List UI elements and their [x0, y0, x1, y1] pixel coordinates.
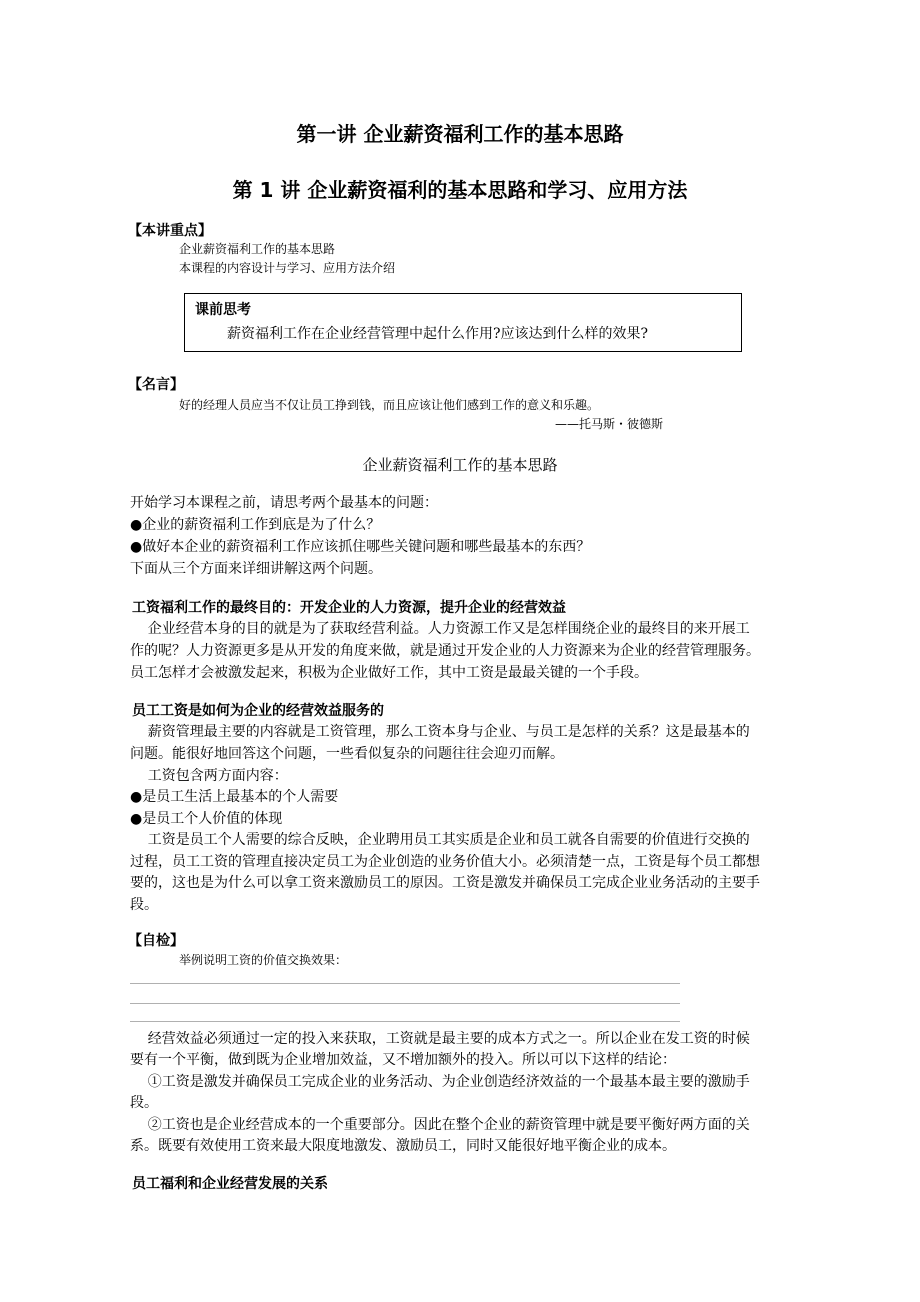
- part4-heading: 员工福利和企业经营发展的关系: [132, 1176, 328, 1192]
- pre-class-question: 薪资福利工作在企业经营管理中起什么作用?应该达到什么样的效果?: [227, 326, 649, 342]
- paragraph-line: 要有一个平衡，做到既为企业增加效益，又不增加额外的投入。所以可以下这样的结论：: [130, 1052, 676, 1068]
- self-check-prompt: 举例说明工资的价值交换效果：: [179, 953, 348, 967]
- wage-bullet: ●是员工生活上最基本的个人需要: [130, 789, 339, 805]
- paragraph-line: 薪资管理最主要的内容就是工资管理，那么工资本身与企业、与员工是怎样的关系？这是最基本的: [130, 724, 750, 740]
- paragraph-line: 问题。能很好地回答这个问题，一些看似复杂的问题往往会迎刃而解。: [130, 746, 564, 762]
- intro-line: 下面从三个方面来详细讲解这两个问题。: [130, 561, 382, 577]
- pre-class-box: [184, 293, 742, 352]
- paragraph-line: 要的，这也是为什么可以拿工资来激励员工的原因。工资是激发并确保员工完成企业业务活动的主要手: [130, 875, 760, 891]
- lecture-title: 第一讲 企业薪资福利工作的基本思路: [296, 122, 624, 146]
- key-point-item: 本课程的内容设计与学习、应用方法介绍: [179, 261, 396, 275]
- conclusion-item: ①工资是激发并确保员工完成企业的业务活动、为企业创造经济效益的一个最基本最主要的激励手: [130, 1074, 750, 1090]
- lecture-subtitle: 第 1 讲 企业薪资福利的基本思路和学习、应用方法: [232, 178, 688, 202]
- paragraph-line: 工资是员工个人需要的综合反映，企业聘用员工其实质是企业和员工就各自需要的价值进行交换的: [130, 832, 750, 848]
- quote-author: ——托马斯・彼德斯: [555, 417, 664, 431]
- paragraph-line: 系。既要有效使用工资来最大限度地激发、激励员工，同时又能很好地平衡企业的成本。: [130, 1138, 676, 1154]
- answer-line: [130, 983, 680, 984]
- part2-heading: 员工工资是如何为企业的经营效益服务的: [132, 703, 384, 719]
- paragraph-line: 段。: [130, 1095, 158, 1111]
- quote-text: 好的经理人员应当不仅让员工挣到钱，而且应该让他们感到工作的意义和乐趣。: [179, 398, 600, 412]
- part1-heading: 工资福利工作的最终目的：开发企业的人力资源，提升企业的经营效益: [132, 600, 566, 616]
- answer-line: [130, 1021, 680, 1022]
- paragraph-line: 员工怎样才会被激发起来，积极为企业做好工作，其中工资是最最关键的一个手段。: [130, 665, 648, 681]
- intro-line: 开始学习本课程之前，请思考两个最基本的问题：: [130, 495, 438, 511]
- quote-label: 【名言】: [128, 377, 184, 393]
- intro-bullet: ●做好本企业的薪资福利工作应该抓住哪些关键问题和哪些最基本的东西？: [130, 539, 591, 555]
- section-heading: 企业薪资福利工作的基本思路: [362, 456, 558, 474]
- paragraph-line: 作的呢？人力资源更多是从开发的角度来做，就是通过开发企业的人力资源来为企业的经营管理服务。: [130, 643, 760, 659]
- paragraph-line: 经营效益必须通过一定的投入来获取，工资就是最主要的成本方式之一。所以企业在发工资的时候: [130, 1031, 750, 1047]
- paragraph-line: 段。: [130, 897, 158, 913]
- key-point-item: 企业薪资福利工作的基本思路: [179, 242, 336, 256]
- pre-class-title: 课前思考: [195, 302, 251, 318]
- wage-bullet: ●是员工个人价值的体现: [130, 811, 283, 827]
- conclusion-item: ②工资也是企业经营成本的一个重要部分。因此在整个企业的薪资管理中就是要平衡好两方面的关: [130, 1117, 750, 1133]
- paragraph-line: 过程，员工工资的管理直接决定员工为企业创造的业务价值大小。必须清楚一点，工资是每个员工都想: [130, 854, 760, 870]
- self-check-label: 【自检】: [128, 933, 184, 949]
- intro-bullet: ●企业的薪资福利工作到底是为了什么？: [130, 517, 381, 533]
- paragraph-line: 企业经营本身的目的就是为了获取经营利益。人力资源工作又是怎样围绕企业的最终目的来开展工: [130, 621, 750, 637]
- paragraph-line: 工资包含两方面内容：: [130, 768, 288, 784]
- key-points-label: 【本讲重点】: [128, 223, 212, 239]
- answer-line: [130, 1003, 680, 1004]
